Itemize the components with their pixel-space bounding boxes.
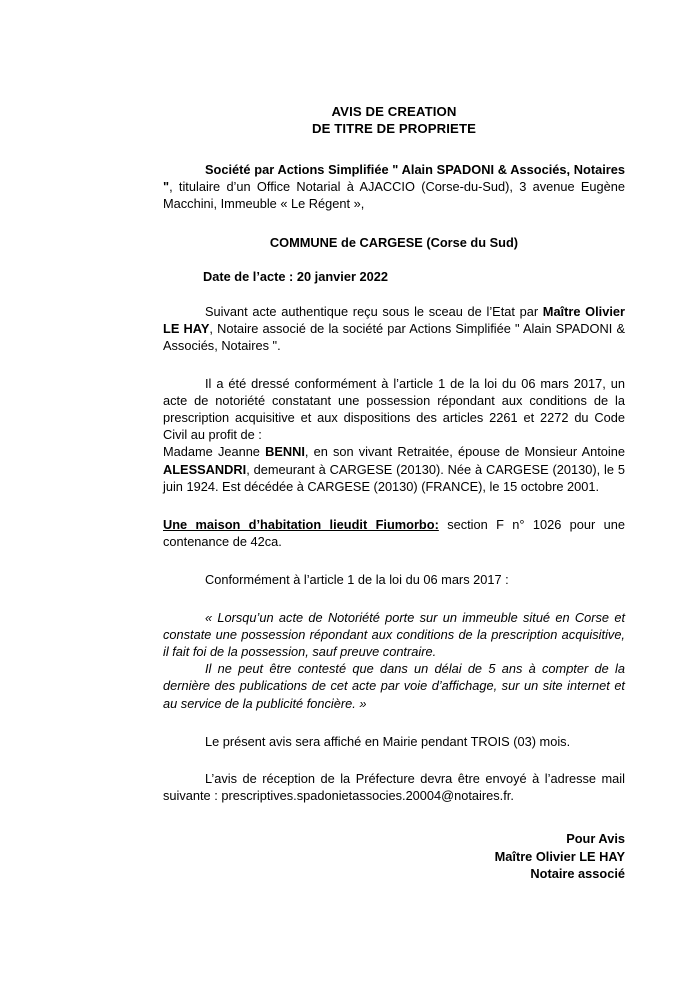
property-designation: Une maison d’habitation lieudit Fiumorbo:: [163, 517, 439, 533]
quote-paragraph-1: « Lorsqu’un acte de Notoriété porte sur un immeuble situé en Corse et constate une possession répondant aux conditions de la prescription acquisitive, il fait foi de la possession, sauf preuve contraire.: [163, 609, 625, 660]
defunte-part3: , demeurant à CARGESE (20130). Née à CARGESE (20130), le 5 juin 1924. Est décédée à CARGESE (20130) (FRANCE), le 15 octobre 2001.: [163, 461, 625, 494]
conformement-line: Conformément à l’article 1 de la loi du 06 mars 2017 :: [205, 572, 509, 588]
commune-heading: COMMUNE de CARGESE (Corse du Sud): [269, 234, 519, 250]
spacer: [163, 750, 625, 770]
company-paragraph: [163, 161, 625, 213]
notary-name-bold: Maître Olivier LE HAY: [163, 304, 625, 337]
spacer: [163, 550, 625, 571]
suivant-acte-paragraph: [163, 303, 625, 355]
defunte-part2: , en son vivant Retraitée, épouse de Monsieur Antoine: [304, 444, 625, 460]
defunte-part1: Madame Jeanne: [163, 444, 266, 460]
spacer: [163, 589, 625, 609]
document-body: [163, 104, 625, 882]
acte-notoriete-paragraph: Il a été dressé conformément à l’article 1 de la loi du 06 mars 2017, un acte de notoriété constatant une possession répondant aux conditions de la prescription acquisitive et aux dispositions des articles 2261 et 2272 du Code Civil au profit de :: [163, 375, 625, 443]
act-date-line: Date de l’acte : 20 janvier 2022: [203, 268, 388, 284]
property-paragraph: [163, 516, 625, 550]
signature-line-3: Notaire associé: [530, 865, 625, 881]
spacer: [163, 137, 625, 161]
title-line-1: AVIS DE CREATION: [331, 104, 457, 119]
spacer: [163, 495, 625, 516]
signature-line-2: Maître Olivier LE HAY: [494, 848, 625, 864]
spacer: [163, 285, 625, 303]
spacer: [163, 712, 625, 733]
spouse-surname: ALESSANDRI: [163, 461, 247, 477]
signature-block: [163, 830, 625, 882]
defunte-paragraph: [163, 443, 625, 495]
mairie-display-paragraph: Le présent avis sera affiché en Mairie pendant TROIS (03) mois.: [205, 733, 571, 749]
contact-email: prescriptives.spadonietassocies.20004@notaires.fr: [221, 788, 511, 804]
property-details: section F n° 1026 pour une contenance de 42ca.: [163, 517, 625, 550]
defunte-surname: BENNI: [265, 444, 305, 460]
document-title: [163, 104, 625, 137]
spacer: [163, 804, 625, 830]
prefecture-paragraph: [163, 770, 625, 804]
prefecture-text: L’avis de réception de la Préfecture devra être envoyé à l’adresse mail suivante :: [163, 771, 625, 804]
company-address: , titulaire d’un Office Notarial à AJACCIO (Corse-du-Sud), 3 avenue Eugène Macchini, Immeuble « Le Régent »,: [163, 179, 625, 212]
quote-paragraph-2: Il ne peut être contesté que dans un délai de 5 ans à compter de la dernière des publications de cet acte par voie d’affichage, sur un site internet et au service de la publicité foncière. »: [163, 661, 625, 711]
spacer: [163, 251, 625, 268]
company-name: Société par Actions Simplifiée " Alain SPADONI & Associés, Notaires ": [163, 162, 625, 195]
suivant-acte-part2: , Notaire associé de la société par Actions Simplifiée " Alain SPADONI & Associés, Notaires ".: [163, 321, 625, 354]
title-line-2: DE TITRE DE PROPRIETE: [311, 120, 477, 136]
suivant-acte-part1: Suivant acte authentique reçu sous le sceau de l’Etat par: [205, 304, 543, 320]
prefecture-period: .: [510, 788, 514, 804]
signature-line-1: Pour Avis: [566, 831, 625, 847]
spacer: [163, 355, 625, 375]
spacer: [163, 213, 625, 234]
